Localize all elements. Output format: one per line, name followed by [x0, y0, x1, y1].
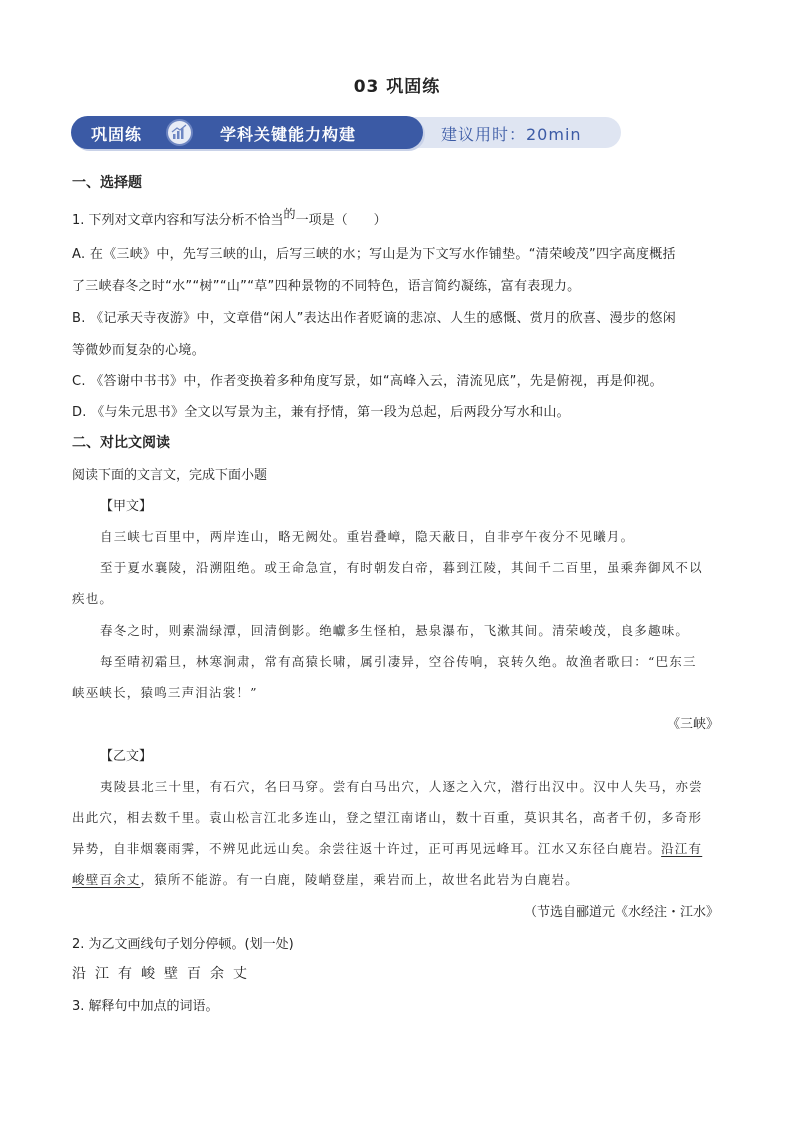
question-2-stem: 2. 为乙文画线句子划分停顿。(划一处): [72, 937, 294, 952]
option-c: C. 《答谢中书书》中，作者变换着多种角度写景，如“高峰入云，清流见底”，先是俯视，再是仰视。: [72, 374, 663, 389]
section-banner: [71, 116, 623, 150]
passage-jia-line: 至于夏水襄陵，沿溯阻绝。或王命急宣，有时朝发白帝，暮到江陵，其间千二百里，虽乘奔御风不以: [100, 560, 703, 575]
underlined-sentence: 沿江有: [661, 841, 703, 856]
option-d: D. 《与朱元思书》全文以写景为主，兼有抒情，第一段为总起，后两段分写水和山。: [72, 405, 570, 420]
passage-jia-label: 【甲文】: [100, 499, 153, 514]
passage-yi-line: 出此穴，相去数千里。袁山松言江北多连山，登之望江南诸山，数十百重，莫识其名，高者千仞，多奇形: [72, 810, 703, 825]
page-title: 03 巩固练: [353, 77, 441, 97]
passage-yi-source: （节选自郦道元《水经注・江水》: [523, 905, 719, 920]
passage-yi-line: 夷陵县北三十里，有石穴，名曰马穿。尝有白马出穴，人逐之入穴，潜行出汉中。汉中人失马，亦尝: [100, 779, 703, 794]
underlined-sentence: 峻壁百余丈: [72, 872, 141, 887]
question-1-stem-sup: 的: [283, 207, 296, 221]
passage-yi-line: [72, 839, 702, 857]
banner-label: 巩固练: [91, 125, 143, 144]
question-1-stem-a: 1. 下列对文章内容和写法分析不恰当: [72, 213, 284, 228]
section-heading-choice: 一、选择题: [72, 175, 142, 191]
option-b-line1: B. 《记承天寺夜游》中，文章借“闲人”表达出作者贬谪的悲凉、人生的感慨、赏月的欣喜、漫步的悠闲: [72, 311, 677, 326]
passage-jia-line: 疾也。: [72, 591, 114, 606]
chart-emblem-icon: [166, 119, 193, 146]
question-2-sentence: 沿江有峻壁百余丈: [72, 966, 256, 982]
option-a-line1: A. 在《三峡》中，先写三峡的山，后写三峡的水；写山是为下文写水作铺垫。“清荣峻茂”四字高度概括: [72, 247, 676, 262]
reading-intro: 阅读下面的文言文，完成下面小题: [72, 468, 268, 483]
passage-jia-line: 春冬之时，则素湍绿潭，回清倒影。绝巘多生怪柏，悬泉瀑布，飞漱其间。清荣峻茂，良多趣味。: [100, 623, 690, 638]
section-heading-reading: 二、对比文阅读: [72, 435, 170, 451]
passage-yi-label: 【乙文】: [100, 749, 153, 764]
question-1-stem-b: 一项是（ ）: [295, 213, 387, 228]
passage-jia-source: 《三峡》: [666, 717, 719, 732]
passage-yi-line: [72, 870, 579, 888]
banner-subtitle: 学科关键能力构建: [220, 125, 357, 144]
passage-jia-line: 峡巫峡长，猿鸣三声泪沾裳！”: [72, 685, 258, 700]
question-1-stem: [72, 209, 387, 228]
passage-yi-text: ，猿所不能游。有一白鹿，陵峭登崖，乘岩而上，故世名此岩为白鹿岩。: [140, 872, 579, 887]
question-3-stem: 3. 解释句中加点的词语。: [72, 999, 219, 1014]
suggested-time: 建议用时：20min: [441, 125, 582, 144]
passage-jia-line: 每至晴初霜旦，林寒涧肃，常有高猿长啸，属引凄异，空谷传响，哀转久绝。故渔者歌曰：“巴东三: [100, 654, 697, 669]
option-a-line2: 了三峡春冬之时“水”“树”“山”“草”四种景物的不同特色，语言简约凝练，富有表现力。: [72, 279, 581, 294]
passage-jia-line: 自三峡七百里中，两岸连山，略无阙处。重岩叠嶂，隐天蔽日，自非亭午夜分不见曦月。: [100, 529, 635, 544]
option-b-line2: 等微妙而复杂的心境。: [72, 343, 206, 358]
passage-yi-text: 异势，自非烟褰雨霁，不辨见此远山矣。余尝往返十许过，正可再见远峰耳。江水又东径白鹿岩。: [72, 841, 662, 856]
